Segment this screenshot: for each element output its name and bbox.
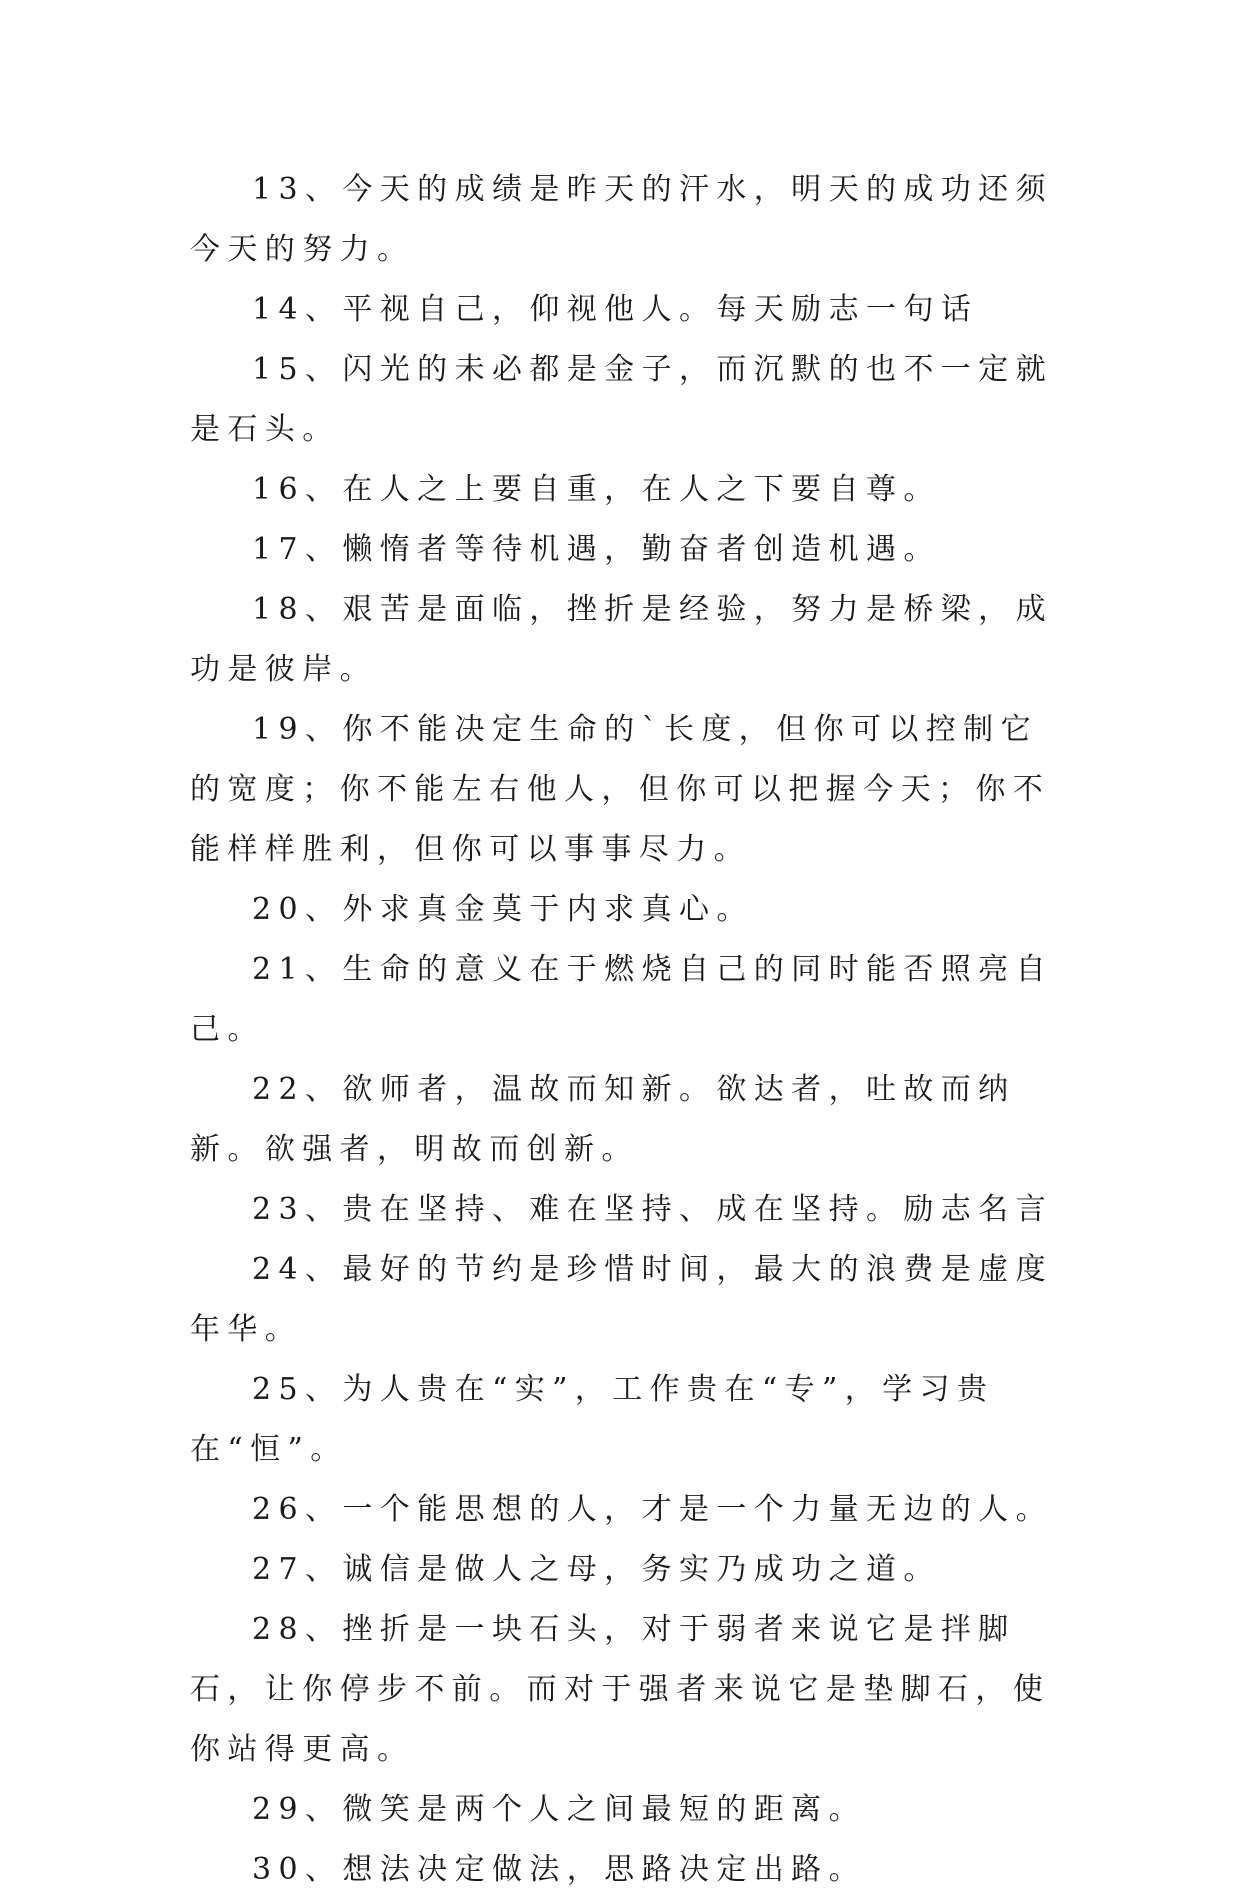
paragraph-13: 13、今天的成绩是昨天的汗水，明天的成功还须今天的努力。	[190, 172, 1053, 267]
paragraph-30: 30、想法决定做法，思路决定出路。	[252, 1852, 866, 1887]
paragraph-27: 27、诚信是做人之母，务实乃成功之道。	[252, 1552, 941, 1587]
paragraph-15: 15、闪光的未必都是金子，而沉默的也不一定就是石头。	[190, 352, 1053, 447]
paragraph-20: 20、外求真金莫于内求真心。	[252, 892, 754, 927]
paragraph-19: 19、你不能决定生命的`长度，但你可以控制它的宽度；你不能左右他人，但你可以把握今天；你不能样样胜利，但你可以事事尽力。	[190, 712, 1051, 867]
paragraph-24: 24、最好的节约是珍惜时间，最大的浪费是虚度年华。	[190, 1252, 1053, 1347]
paragraph-18: 18、艰苦是面临，挫折是经验，努力是桥梁，成功是彼岸。	[190, 592, 1053, 687]
paragraph-22: 22、欲师者，温故而知新。欲达者，吐故而纳新。欲强者，明故而创新。	[190, 1072, 1016, 1167]
document-body	[190, 160, 1060, 1900]
paragraph-17: 17、懒惰者等待机遇，勤奋者创造机遇。	[252, 532, 941, 567]
paragraph-14: 14、平视自己，仰视他人。每天励志一句话	[252, 292, 979, 327]
paragraph-25: 25、为人贵在“实”，工作贵在“专”，学习贵在“恒”。	[190, 1372, 995, 1467]
paragraph-29: 29、微笑是两个人之间最短的距离。	[252, 1792, 866, 1827]
paragraph-23: 23、贵在坚持、难在坚持、成在坚持。励志名言	[252, 1192, 1053, 1227]
paragraph-26: 26、一个能思想的人，才是一个力量无边的人。	[252, 1492, 1053, 1527]
paragraph-16: 16、在人之上要自重，在人之下要自尊。	[252, 472, 941, 507]
paragraph-28: 28、挫折是一块石头，对于弱者来说它是拌脚石，让你停步不前。而对于强者来说它是垫脚石，使你站得更高。	[190, 1612, 1051, 1767]
paragraph-21: 21、生命的意义在于燃烧自己的同时能否照亮自己。	[190, 952, 1053, 1047]
